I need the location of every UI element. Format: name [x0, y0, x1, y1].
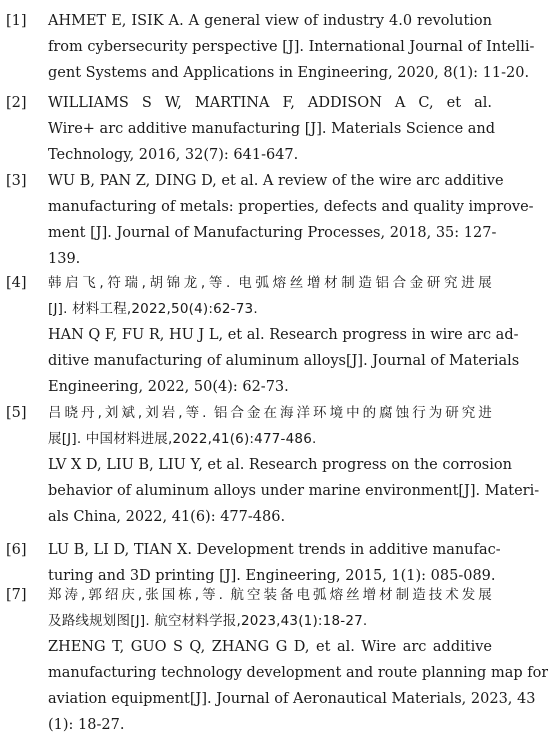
reference-line: ditive manufacturing of aluminum alloys[J]. Journal of Materials: [48, 353, 520, 369]
reference-line: Technology, 2016, 32(7): 641-647.: [48, 147, 299, 163]
reference-line: behavior of aluminum alloys under marine environment[J]. Materi-: [48, 483, 540, 499]
reference-line: manufacturing technology development and route planning map for: [48, 665, 548, 681]
reference-line: 展[J]. 中国材料进展,2022,41(6):477-486.: [48, 431, 317, 447]
reference-text: [48, 8, 535, 86]
reference-number: [2]: [6, 95, 27, 111]
reference-text: [48, 270, 520, 400]
reference-line: WILLIAMS S W, MARTINA F, ADDISON A C, et al.: [48, 95, 492, 111]
reference-line: aviation equipment[J]. Journal of Aeronautical Materials, 2023, 43: [48, 691, 536, 707]
reference-text: [48, 168, 534, 272]
reference-line: 及路线规划图[J]. 航空材料学报,2023,43(1):18-27.: [48, 613, 368, 629]
reference-text: [48, 400, 540, 530]
reference-line: 韩启飞,符瑞,胡锦龙,等. 电弧熔丝增材制造铝合金研究进展: [48, 275, 492, 291]
reference-number: [4]: [6, 275, 27, 291]
reference-line: 郑涛,郭绍庆,张国栋,等. 航空装备电弧熔丝增材制造技术发展: [48, 587, 492, 603]
reference-number: [6]: [6, 542, 27, 558]
reference-line: LU B, LI D, TIAN X. Development trends in additive manufac-: [48, 542, 501, 558]
reference-line: ZHENG T, GUO S Q, ZHANG G D, et al. Wire arc additive: [48, 639, 492, 655]
reference-line: 139.: [48, 251, 81, 267]
reference-line: turing and 3D printing [J]. Engineering, 2015, 1(1): 085-089.: [48, 568, 496, 584]
reference-line: ment [J]. Journal of Manufacturing Processes, 2018, 35: 127-: [48, 225, 497, 241]
reference-line: gent Systems and Applications in Engineering, 2020, 8(1): 11-20.: [48, 65, 530, 81]
reference-line: Engineering, 2022, 50(4): 62-73.: [48, 379, 289, 395]
reference-line: LV X D, LIU B, LIU Y, et al. Research progress on the corrosion: [48, 457, 512, 473]
reference-line: from cybersecurity perspective [J]. International Journal of Intelli-: [48, 39, 535, 55]
reference-line: als China, 2022, 41(6): 477-486.: [48, 509, 286, 525]
reference-line: (1): 18-27.: [48, 717, 125, 733]
reference-line: manufacturing of metals: properties, defects and quality improve-: [48, 199, 534, 215]
reference-number: [7]: [6, 587, 27, 603]
reference-line: 吕晓丹,刘斌,刘岩,等. 铝合金在海洋环境中的腐蚀行为研究进: [48, 405, 492, 421]
reference-line: Wire+ arc additive manufacturing [J]. Materials Science and: [48, 121, 496, 137]
reference-line: [J]. 材料工程,2022,50(4):62-73.: [48, 301, 258, 317]
reference-line: WU B, PAN Z, DING D, et al. A review of the wire arc additive: [48, 173, 504, 189]
reference-number: [1]: [6, 13, 27, 29]
reference-text: [48, 582, 548, 738]
reference-line: AHMET E, ISIK A. A general view of industry 4.0 revolution: [48, 13, 492, 29]
reference-text: [48, 90, 496, 168]
reference-number: [5]: [6, 405, 27, 421]
reference-number: [3]: [6, 173, 27, 189]
reference-line: HAN Q F, FU R, HU J L, et al. Research progress in wire arc ad-: [48, 327, 519, 343]
